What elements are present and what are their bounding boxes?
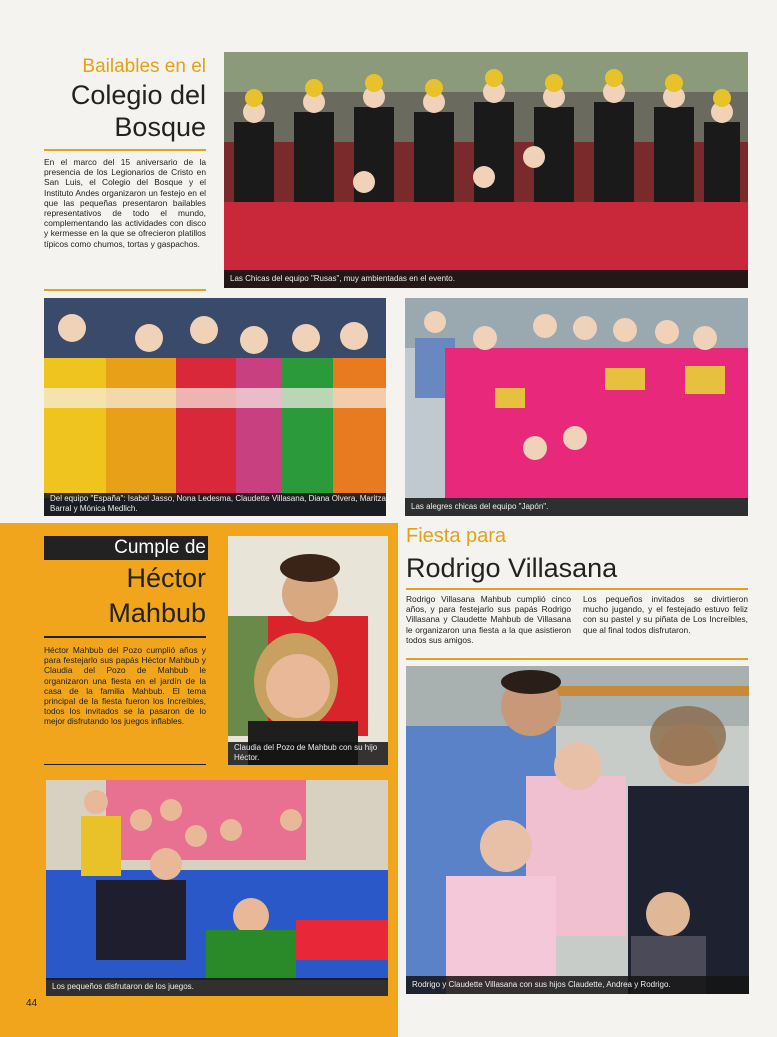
photo-espana-caption: Del equipo "España": Isabel Jasso, Nona Ledesma, Claudette Villasana, Diana Olvera, Maritza Barral y Mónica Medlich. — [44, 493, 386, 516]
rodrigo-body-left: Rodrigo Villasana Mahbub cumplió cinco años, y para festejarlo sus papás Rodrigo Villasana y Claudette Mahbub de Villasana le organizaron una fiesta a la que asistieron todos sus amigos. — [406, 594, 571, 645]
photo-family-image — [406, 666, 749, 994]
photo-espana — [44, 298, 386, 516]
photo-hector-portrait — [228, 536, 388, 765]
rodrigo-title-line1: Fiesta para — [406, 525, 507, 547]
bosque-body: En el marco del 15 aniversario de la presencia de los Legionarios de Cristo en San Luis, el Colegio del Bosque y el Instituto Andes organizaron un festejo en el que las pequeñas presentaron bailables representativos de todo el mundo, complementando las actividades con disco y kermesse en la que se ofrecieron platillos típicos como chumos, tortas y gaspachos. — [44, 157, 206, 249]
photo-family-caption: Rodrigo y Claudette Villasana con sus hijos Claudette, Andrea y Rodrigo. — [406, 976, 749, 994]
rodrigo-body-rule — [406, 658, 748, 660]
photo-rusas-caption: Las Chicas del equipo "Rusas", muy ambientadas en el evento. — [224, 270, 748, 288]
photo-hector-portrait-caption: Claudia del Pozo de Mahbub con su hijo Héctor. — [228, 742, 388, 765]
hector-title-line2: Héctor — [126, 563, 206, 593]
bosque-title-line3: Bosque — [114, 112, 206, 142]
photo-hector-portrait-image — [228, 536, 388, 765]
photo-kids — [46, 780, 388, 996]
bosque-body-rule — [44, 289, 206, 291]
rodrigo-title-line2: Rodrigo Villasana — [406, 553, 618, 583]
photo-rusas-image — [224, 52, 748, 288]
photo-japon-caption: Las alegres chicas del equipo "Japón". — [405, 498, 748, 516]
bosque-title-rule — [44, 149, 206, 151]
bosque-title-line1: Bailables en el — [82, 56, 206, 77]
hector-body: Héctor Mahbub del Pozo cumplió años y para festejarlo sus papás Héctor Mahbub y Claudia del Pozo de Mahbub le organizaron una fiesta en el jardín de la casa de la familia Mahbub. El tema principal de la fiesta fueron los Increíbles, todos los invitados se la pasaron de lo mejor disfrutando los juegos inflables. — [44, 645, 206, 727]
photo-japon — [405, 298, 748, 516]
hector-title-line1: Cumple de — [114, 537, 206, 558]
photo-japon-image — [405, 298, 748, 516]
page-number: 44 — [26, 998, 38, 1009]
rodrigo-body-right: Los pequeños invitados se divirtieron mucho jugando, y el festejado estuvo feliz con su pastel y su piñata de Los Increíbles, que al final todos disfrutaron. — [583, 594, 748, 635]
bosque-title-line2: Colegio del — [70, 80, 206, 110]
hector-title-rule — [44, 636, 206, 638]
photo-rusas — [224, 52, 748, 288]
photo-kids-image — [46, 780, 388, 996]
photo-kids-caption: Los pequeños disfrutaron de los juegos. — [46, 978, 388, 996]
photo-espana-image — [44, 298, 386, 516]
hector-title-line3: Mahbub — [108, 598, 206, 628]
hector-body-rule — [44, 764, 206, 765]
rodrigo-title-rule — [406, 588, 748, 590]
photo-family — [406, 666, 749, 994]
